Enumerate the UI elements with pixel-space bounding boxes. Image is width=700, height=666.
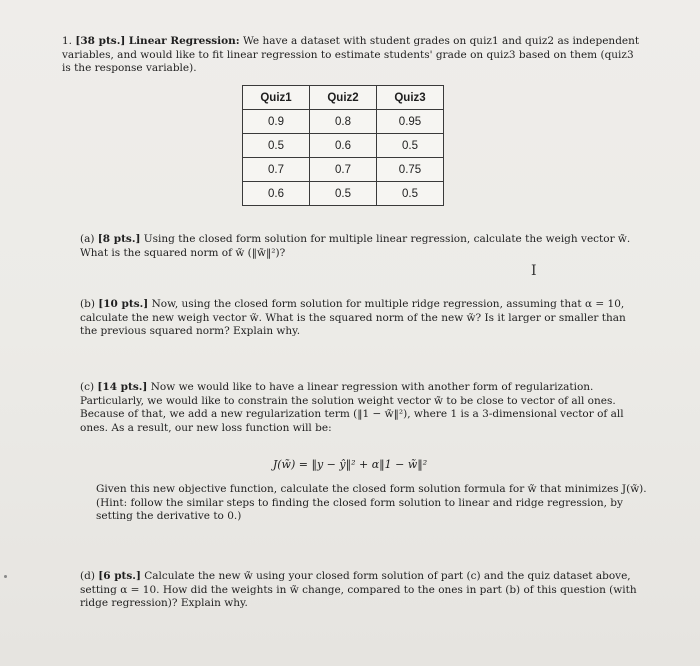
quiz-grades-table bbox=[242, 85, 444, 206]
table-row bbox=[243, 158, 444, 182]
part-a-points: [8 pts.] bbox=[97, 233, 141, 245]
table-cell: 0.6 bbox=[310, 134, 377, 158]
part-c-followup: Given this new objective function, calculate the closed form solution formula for w̃ that minimizes J(w̃). (Hint: follow the similar steps to finding the closed form solution to linear and ridge regression, by setting the derivative to 0.) bbox=[96, 483, 647, 522]
loss-function-formula: J(w̃) = ‖y − ŷ‖² + α‖1 − w̃‖² bbox=[272, 458, 428, 471]
part-d-points: [6 pts.] bbox=[98, 570, 141, 582]
part-d-label: (d) bbox=[80, 570, 95, 582]
question-1-intro bbox=[62, 35, 640, 76]
header-quiz2: Quiz2 bbox=[310, 86, 377, 110]
part-d bbox=[80, 570, 656, 611]
part-c-points: [14 pts.] bbox=[97, 381, 148, 393]
header-quiz3: Quiz3 bbox=[377, 86, 444, 110]
table-cell: 0.7 bbox=[310, 158, 377, 182]
part-b-points: [10 pts.] bbox=[98, 298, 149, 310]
table-cell: 0.8 bbox=[310, 110, 377, 134]
table-cell: 0.5 bbox=[377, 182, 444, 206]
part-b-text: Now, using the closed form solution for multiple ridge regression, assuming that α = 10, calculate the new weigh vector w̃. What is the squared norm of the new w̃? Is it larger or smaller than the previous squared norm? Explain why. bbox=[80, 298, 626, 337]
text-cursor-icon: I bbox=[531, 263, 537, 279]
table-cell: 0.9 bbox=[243, 110, 310, 134]
table-cell: 0.6 bbox=[243, 182, 310, 206]
table-cell: 0.5 bbox=[243, 134, 310, 158]
scan-mark bbox=[4, 575, 7, 578]
question-intro-text: We have a dataset with student grades on quiz1 and quiz2 as independent variables, and would like to fit linear regression to estimate students' grade on quiz3 based on them (quiz3 is the response variable). bbox=[62, 35, 640, 74]
part-c-text: Now we would like to have a linear regression with another form of regularization. Particularly, we would like to constrain the solution weight vector w̃ to be close to vector of all ones. Because of that, we add a new regularization term (‖1 − w̃‖²), where 1 is a 3-dimensional vector of all ones. As a result, our new loss function will be: bbox=[80, 381, 624, 434]
table-row bbox=[243, 134, 444, 158]
part-d-text: Calculate the new w̃ using your closed form solution of part (c) and the quiz dataset above, setting α = 10. How did the weights in w̃ change, compared to the ones in part (b) of this question (with ridge regression)? Explain why. bbox=[80, 570, 637, 609]
part-c bbox=[80, 381, 648, 435]
question-points: [38 pts.] bbox=[75, 35, 126, 47]
table-cell: 0.95 bbox=[377, 110, 444, 134]
part-a bbox=[80, 233, 636, 260]
question-title: Linear Regression: bbox=[128, 35, 240, 47]
header-quiz1: Quiz1 bbox=[243, 86, 310, 110]
part-b bbox=[80, 298, 640, 339]
table-cell: 0.75 bbox=[377, 158, 444, 182]
table-cell: 0.5 bbox=[377, 134, 444, 158]
question-number: 1. bbox=[62, 35, 73, 47]
table-cell: 0.7 bbox=[243, 158, 310, 182]
table-row bbox=[243, 110, 444, 134]
table-header-row bbox=[243, 86, 444, 110]
part-a-label: (a) bbox=[80, 233, 95, 245]
table-row bbox=[243, 182, 444, 206]
part-b-label: (b) bbox=[80, 298, 95, 310]
table-cell: 0.5 bbox=[310, 182, 377, 206]
part-c-label: (c) bbox=[80, 381, 95, 393]
part-a-text: Using the closed form solution for multiple linear regression, calculate the weigh vector w̃. What is the squared norm of w̃ (‖w̃‖²)? bbox=[80, 233, 631, 259]
